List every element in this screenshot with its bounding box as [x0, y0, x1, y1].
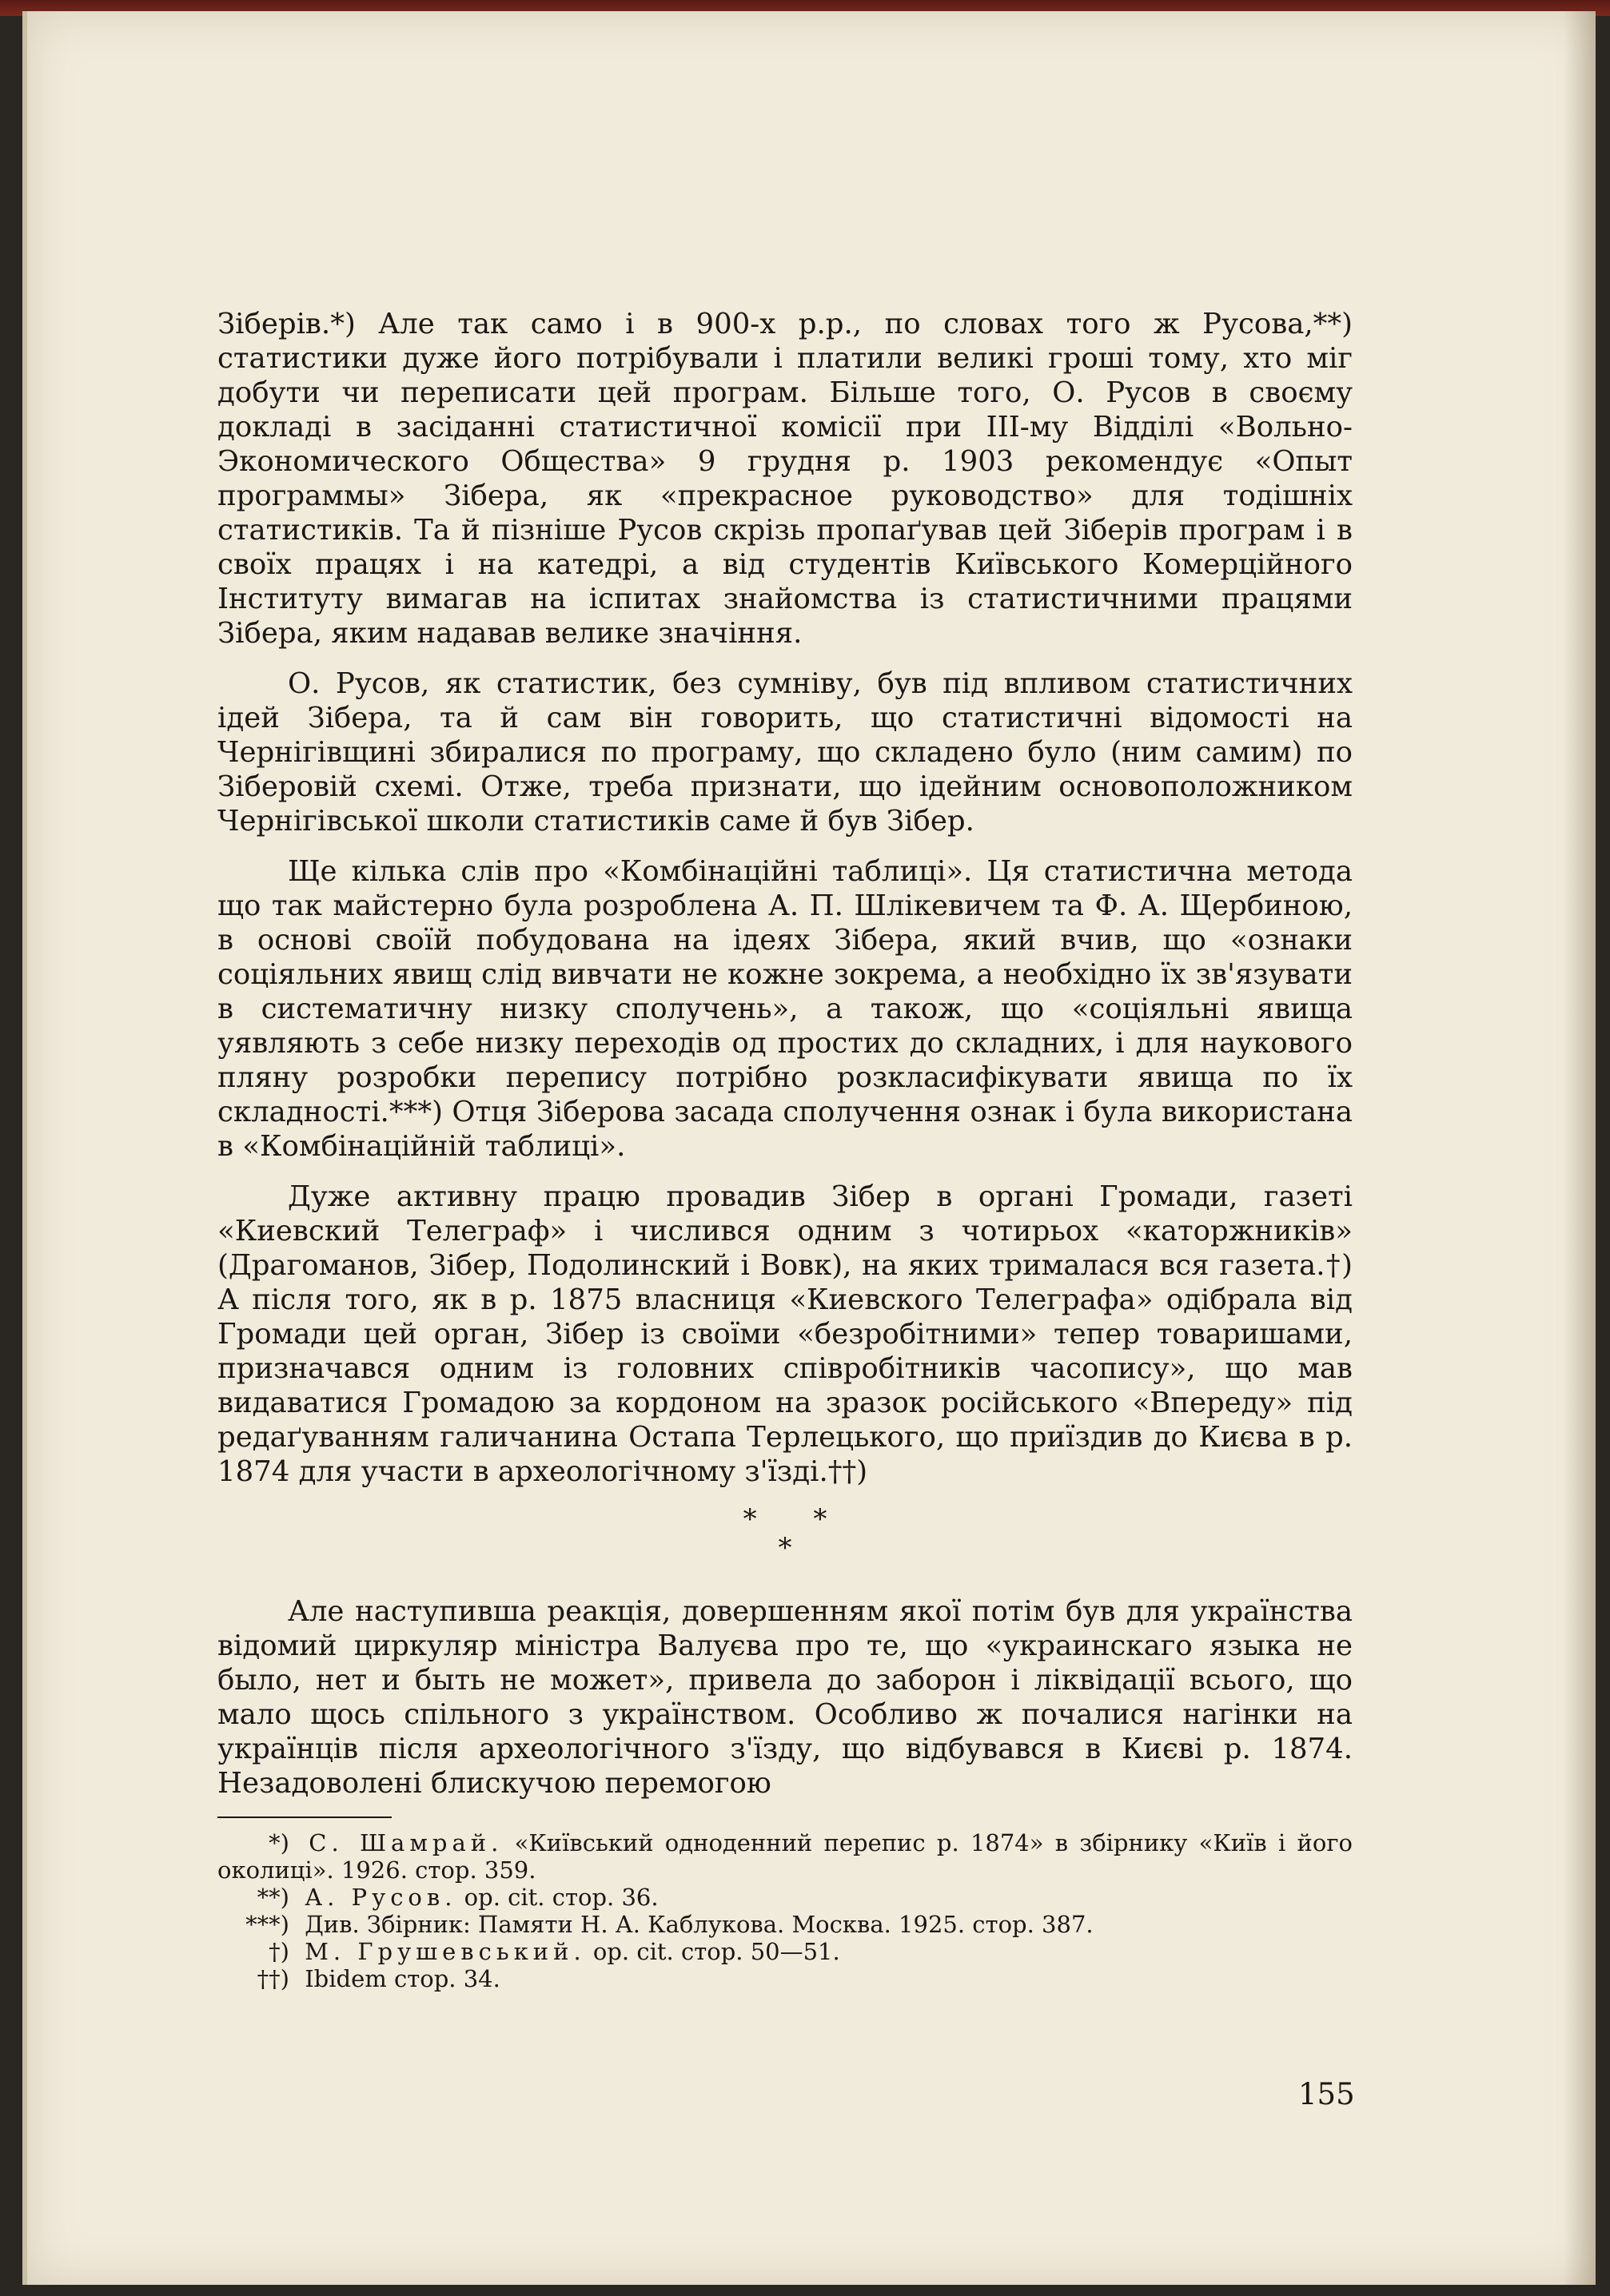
footnote-text: op. cit. стор. 36. [464, 1884, 659, 1911]
footnote-mark: ††) [257, 1965, 289, 1992]
footnote-mark: †) [269, 1938, 289, 1965]
footnote-1 [217, 1829, 1353, 1884]
footnote-2 [217, 1884, 1353, 1911]
footnote-text: «Київський одноденний перепис р. 1874» в збірнику «Київ і його околиці». 1926. стор. 359. [217, 1829, 1353, 1884]
footnote-author: М. Грушевський. [305, 1938, 586, 1965]
section-separator-bottom: * [778, 1532, 792, 1564]
footnotes [217, 1829, 1353, 1992]
page-text-block [217, 307, 1353, 1992]
paragraph-3: Ще кілька слів про «Комбінаційні таблиці». Ця статистична метода що так майстерно була розроблена А. П. Шлікевичем та Ф. А. Щербиною, в основі своїй побудована на ідеях Зібера, який вчив, що «ознаки соціяльних явищ слід вивчати не кожне зокрема, а необхідно їх зв'язувати в систематичну низку сполучень», а також, що «соціяльні явища уявляють з себе низку переходів од простих до складних, і для наукового пляну розробки перепису потрібно розкласифікувати явища по їх складності.***) Отця Зіберова засада сполучення ознак і була використана в «Комбінаційній таблиці». [217, 855, 1353, 1163]
footnote-mark: *) [269, 1829, 289, 1856]
footnote-mark: ***) [245, 1911, 289, 1938]
footnote-author: С. Шамрай. [309, 1829, 504, 1856]
paragraph-4: Дуже активну працю провадив Зібер в органі Громади, газеті «Киевский Телеграф» і числився одним з чотирьох «каторжників» (Драгоманов, Зібер, Подолинский і Вовк), на яких трималася вся газета.†) А після того, як в р. 1875 власниця «Киевского Телеграфа» одібрала від Громади цей орган, Зібер із своїми «безробітними» тепер товаришами, призначався одним із головних співробітників часопису», що мав видаватися Громадою за кордоном на зразок російського «Впереду» під редаґуванням галичанина Остапа Терлецького, що приїздив до Києва в р. 1874 для участи в археологічному з'їзді.††) [217, 1180, 1353, 1488]
footnote-text: op. cit. стор. 50—51. [592, 1938, 840, 1965]
footnote-3 [217, 1911, 1353, 1938]
page-number: 155 [1298, 2077, 1355, 2111]
footnote-text: Ibidem стор. 34. [305, 1965, 500, 1992]
paragraph-2: О. Русов, як статистик, без сумніву, був під впливом статистичних ідей Зібера, та й сам він говорить, що статистичні відомості на Чернігівщині збиралися по програму, що складено було (ним самим) по Зіберовій схемі. Отже, треба признати, що ідейним основоположником Чернігівської школи статистиків саме й був Зібер. [217, 667, 1353, 838]
paragraph-1: Зіберів.*) Але так само і в 900-х р.р., по словах того ж Русова,**) статистики дуже його потрібували і платили великі гроші тому, хто міг добути чи переписати цей програм. Більше того, О. Русов в своєму докладі в засіданні статистичної комісії при III-му Відділі «Вольно-Экономического Общества» 9 грудня р. 1903 рекомендує «Опыт программы» Зібера, як «прекрасное руководство» для тодішніх статистиків. Та й пізніше Русов скрізь пропаґував цей Зіберів програм і в своїх працях і на катедрі, а від студентів Київського Комерційного Інституту вимагав на іспитах знайомства із статистичними працями Зібера, яким надавав велике значіння. [217, 308, 1353, 650]
paragraph-5: Але наступивша реакція, довершенням якої потім був для українства відомий циркуляр міністра Валуєва про те, що «украинскаго языка не было, нет и быть не может», привела до заборон і ліквідації всього, що мало щось спільного з українством. Особливо ж почалися нагінки на українців після археологічного з'їзду, що відбувався в Києві р. 1874. Незадоволені блискучою перемогою [217, 1595, 1353, 1800]
book-page [22, 11, 1596, 2285]
footnote-mark: **) [257, 1884, 289, 1911]
footnote-4 [217, 1938, 1353, 1965]
footnote-divider [217, 1817, 392, 1818]
footnote-5 [217, 1965, 1353, 1992]
section-separator-top: * * [743, 1503, 827, 1535]
footnote-author: А. Русов. [305, 1884, 457, 1911]
footnote-text: Див. Збірник: Памяти Н. А. Каблукова. Москва. 1925. стор. 387. [305, 1911, 1094, 1938]
